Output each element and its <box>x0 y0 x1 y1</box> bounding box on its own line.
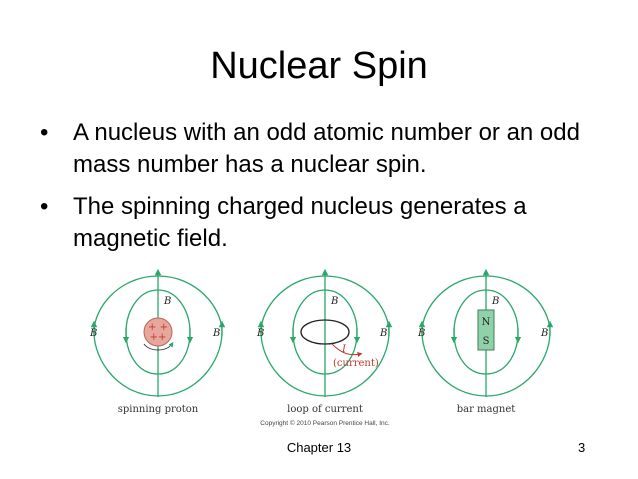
field-label-b: B <box>257 328 265 339</box>
copyright-notice: Copyright © 2010 Pearson Prentice Hall, Inc. <box>260 420 390 427</box>
field-label-b: B <box>90 328 98 339</box>
current-symbol: I <box>342 344 346 355</box>
slide-title: Nuclear Spin <box>210 45 428 87</box>
field-label-b: B <box>213 328 221 339</box>
field-line <box>293 290 325 374</box>
panel-spinning-proton <box>89 272 222 415</box>
field-label-b: B <box>492 296 500 307</box>
magnetic-field-figure <box>80 262 570 430</box>
bullet-marker: • <box>40 193 49 220</box>
bullet-list <box>40 117 620 265</box>
proton-charge-label: + + <box>148 322 168 333</box>
north-pole-label: N <box>481 317 491 328</box>
panel-caption: spinning proton <box>117 404 199 415</box>
bullet-marker: • <box>40 119 49 146</box>
bullet-item <box>40 117 620 181</box>
field-label-b: B <box>380 328 388 339</box>
bullet-text: The spinning charged nucleus generates a magnetic field. <box>73 193 527 252</box>
field-label-b: B <box>164 296 172 307</box>
panel-caption: bar magnet <box>456 404 516 415</box>
panel-loop-of-current <box>256 272 389 415</box>
field-label-b: B <box>541 328 549 339</box>
bullet-text: A nucleus with an odd atomic number or an odd mass number has a nuclear spin. <box>73 119 580 178</box>
south-pole-label: S <box>482 336 490 347</box>
bullet-item <box>40 191 620 255</box>
current-label: (current) <box>333 358 379 369</box>
proton-charge-label: ++ <box>149 332 167 343</box>
footer-chapter: Chapter 13 <box>286 440 352 455</box>
panel-caption: loop of current <box>287 404 363 415</box>
panel-bar-magnet <box>417 272 550 415</box>
field-label-b: B <box>331 296 339 307</box>
page-number: 3 <box>578 440 586 455</box>
magnetic-field-illustration <box>80 262 570 430</box>
field-label-b: B <box>418 328 426 339</box>
